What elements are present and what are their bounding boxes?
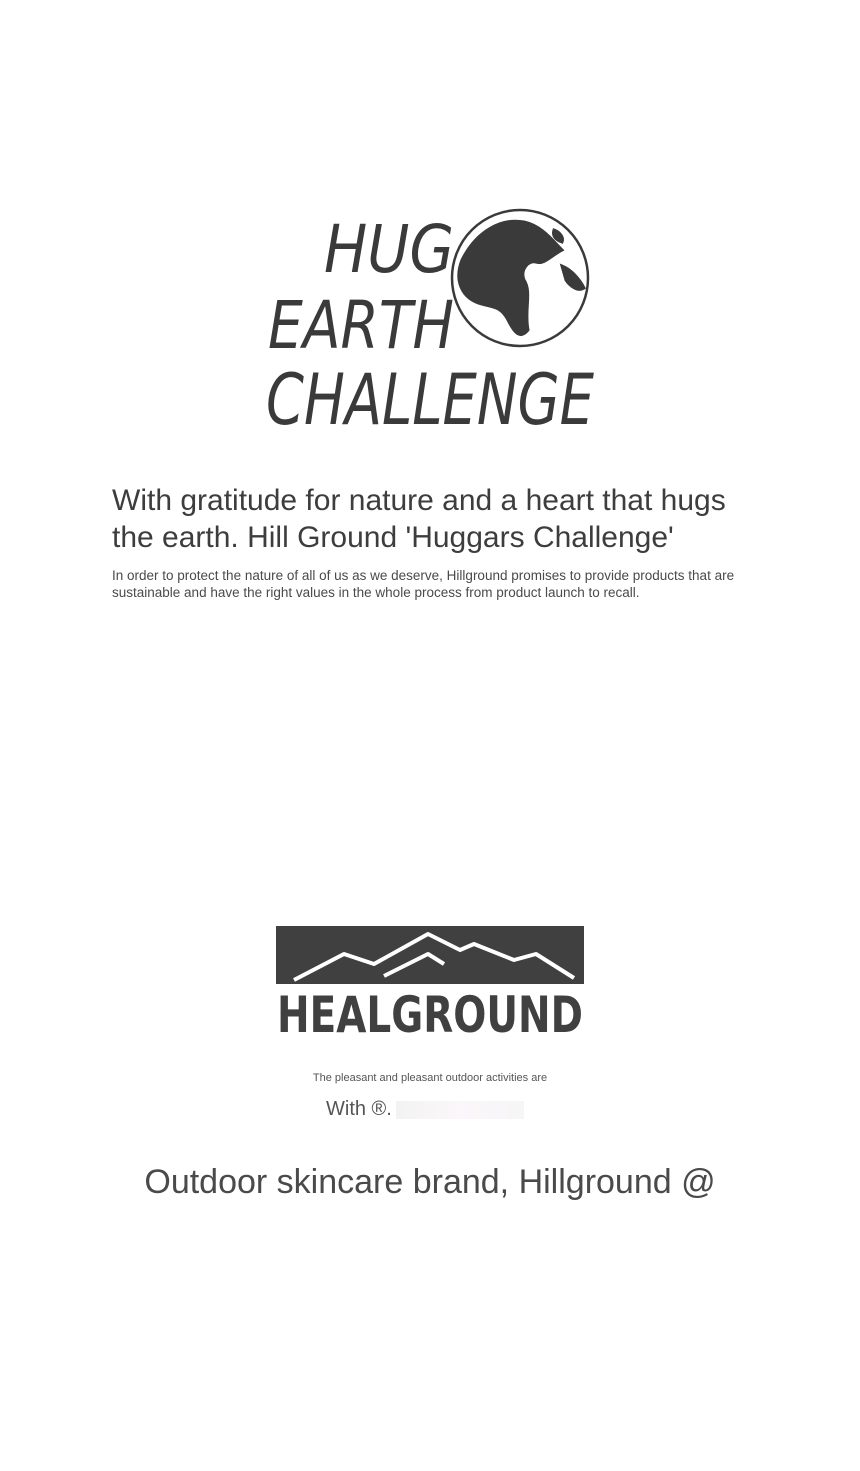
logo-line-earth: EARTH [268,287,454,364]
tagline-small: The pleasant and pleasant outdoor activities are [312,1072,548,1084]
healground-logo [274,924,586,1044]
headline: With gratitude for nature and a heart that hugs the earth. Hill Ground 'Huggars Challenge' [112,484,726,554]
brand-line: Outdoor skincare brand, Hillground @ [144,1163,716,1201]
logo-wordmark: HEALGROUND [277,986,583,1044]
tagline-with-text: With ®. [326,1098,392,1120]
tagline-with [326,1098,524,1121]
faded-text-block [396,1101,524,1119]
globe-icon [452,210,588,346]
intro-text: In order to protect the nature of all of us as we deserve, Hillground promises to provide products that are sustainable and have the right values in the whole process from product launch to recall. [112,568,735,600]
hug-earth-challenge-logo [262,200,598,441]
logo-line-challenge: CHALLENGE [266,359,595,441]
logo-line-hug: HUG [324,211,454,288]
